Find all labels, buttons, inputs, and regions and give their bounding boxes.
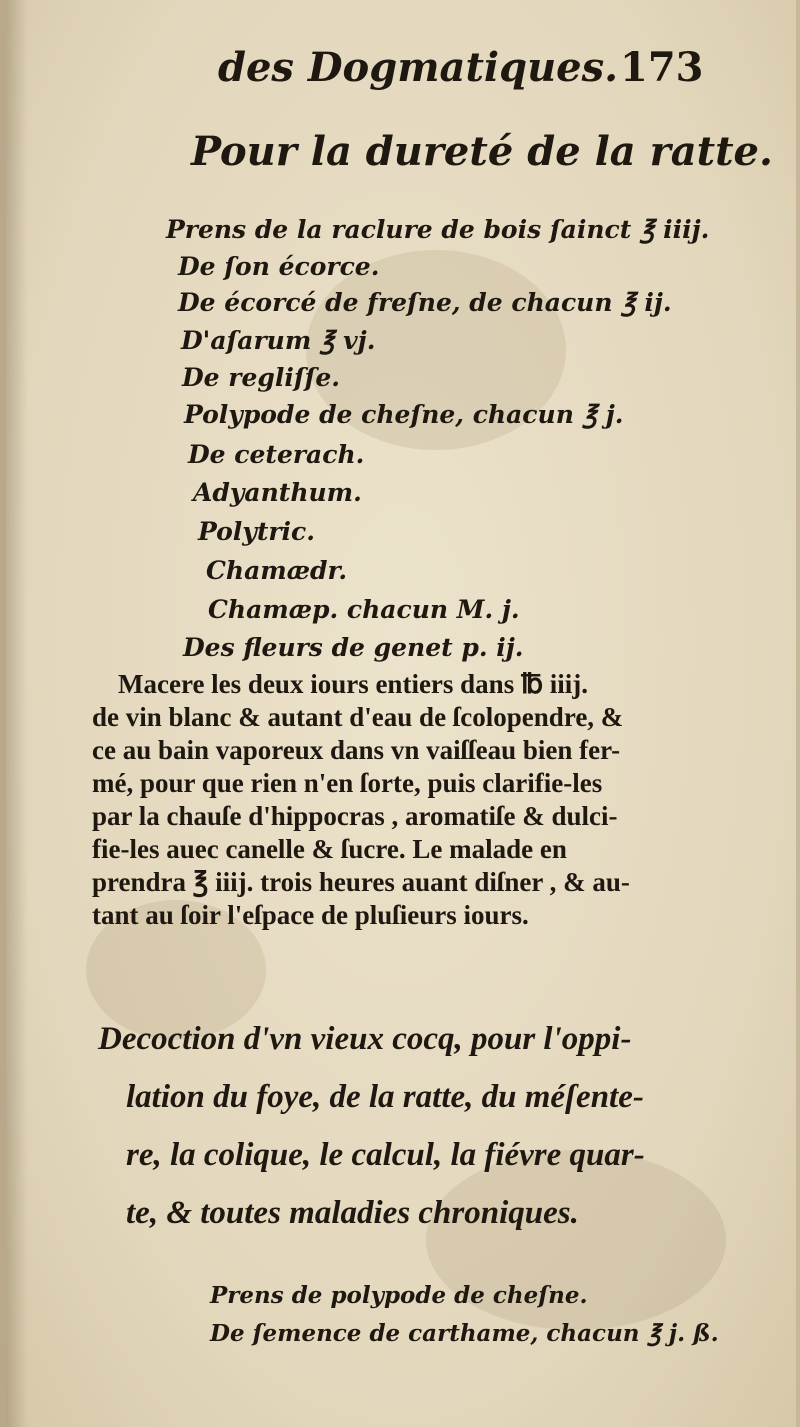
section-title: Pour la dureté de la ratte. <box>191 128 773 175</box>
running-head: des Dogmatiques. <box>218 44 619 91</box>
recipe-line: Polytric. <box>198 517 315 546</box>
subtitle-line: te, & toutes maladies chroniques. <box>126 1195 579 1231</box>
recipe-line: De regliſſe. <box>182 363 340 392</box>
paragraph-line: ce au bain vaporeux dans vn vaiſſeau bien fer- <box>92 735 621 765</box>
recipe-line: De ſon écorce. <box>178 252 380 281</box>
recipe-line: De ceterach. <box>188 440 365 469</box>
subtitle-line: lation du foye, de la ratte, du méſente- <box>126 1079 644 1115</box>
page-number: 173 <box>620 44 704 91</box>
recipe-line: Prens de la raclure de bois ſainct ℥ iiij. <box>166 215 710 244</box>
recipe-line: De ſemence de carthame, chacun ℥ j. ß. <box>210 1320 719 1347</box>
paragraph-line: tant au ſoir l'eſpace de pluſieurs iours. <box>92 900 529 930</box>
recipe-line: Chamæp. chacun M. j. <box>208 595 520 624</box>
subtitle-line: Decoction d'vn vieux cocq, pour l'oppi- <box>98 1021 632 1057</box>
recipe-line: Adyanthum. <box>193 478 362 507</box>
instructions-paragraph <box>92 668 708 932</box>
subtitle-line: re, la colique, le calcul, la fiévre quar- <box>126 1137 645 1173</box>
recipe-line: Chamædr. <box>206 556 348 585</box>
section-title <box>98 1010 738 1242</box>
recipe-line: D'aſarum ℥ vj. <box>181 326 376 355</box>
paragraph-line: par la chauſe d'hippocras , aromatiſe & dulci- <box>92 801 618 831</box>
paragraph-line: mé, pour que rien n'en ſorte, puis clarifie-les <box>92 768 603 798</box>
recipe-line: De écorcé de freſne, de chacun ℥ ij. <box>178 288 672 317</box>
binding-shadow <box>6 0 28 1427</box>
recipe-line: Des fleurs de genet p. ij. <box>183 633 524 662</box>
recipe-line: Prens de polypode de cheſne. <box>210 1282 588 1309</box>
paragraph-line: Macere les deux iours entiers dans ℔ iiij. <box>118 669 589 699</box>
page-header <box>6 44 800 94</box>
paragraph-line: de vin blanc & autant d'eau de ſcolopendre, & <box>92 702 624 732</box>
recipe-line: Polypode de cheſne, chacun ℥ j. <box>184 400 624 429</box>
paragraph-line: fie-les auec canelle & ſucre. Le malade en <box>92 834 567 864</box>
paragraph-line: prendra ℥ iiij. trois heures auant diſner , & au- <box>92 867 630 897</box>
